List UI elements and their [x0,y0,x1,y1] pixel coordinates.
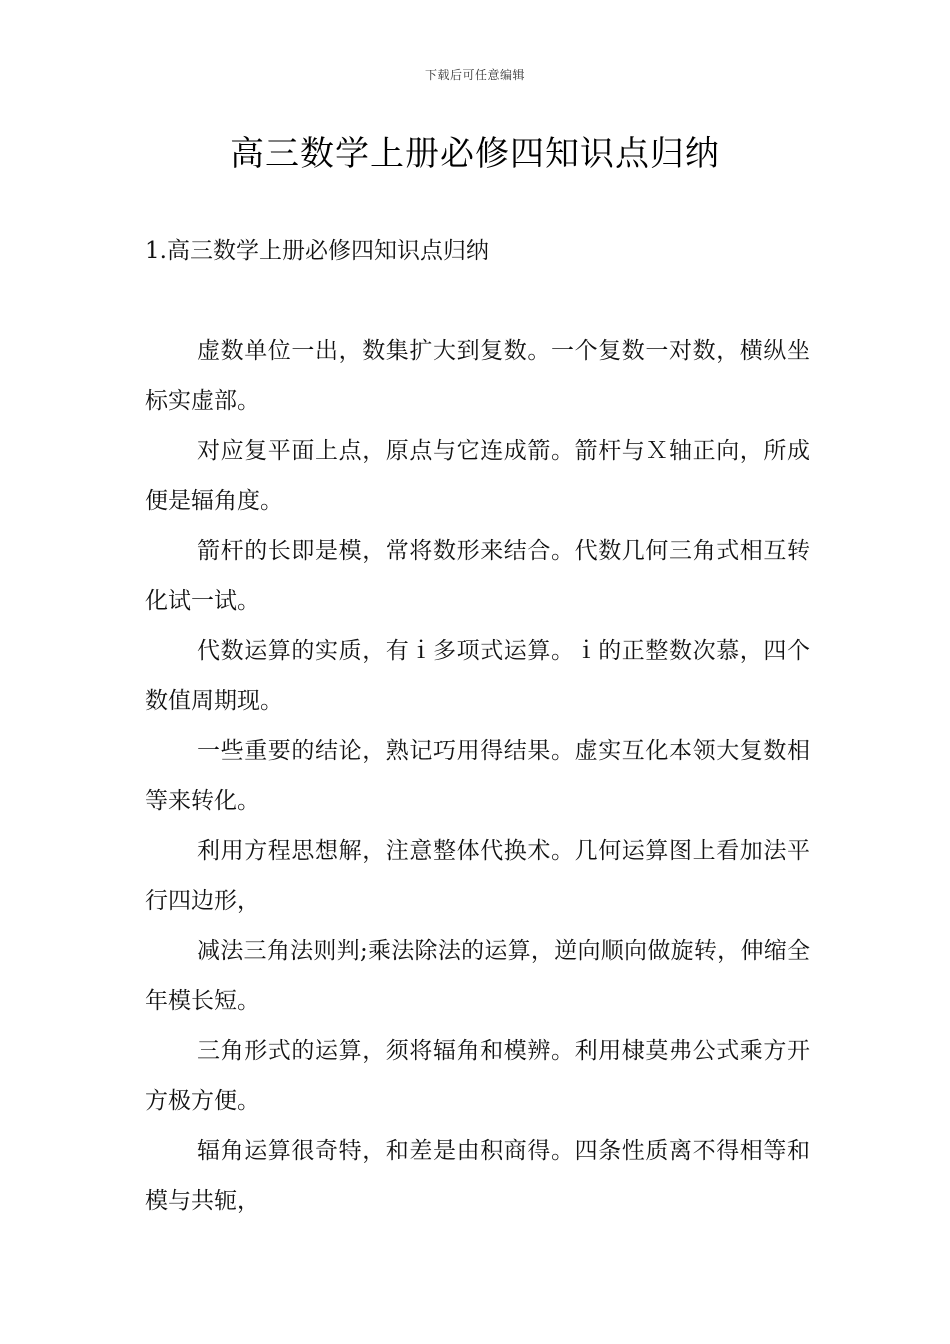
header-note: 下载后可任意编辑 [424,68,525,82]
paragraph: 辐角运算很奇特，和差是由积商得。四条性质离不得相等和模与共轭， [145,1138,810,1214]
document-title: 高三数学上册必修四知识点归纳 [230,134,720,174]
paragraph: 对应复平面上点，原点与它连成箭。箭杆与Ｘ轴正向，所成便是辐角度。 [145,438,810,514]
paragraph: 一些重要的结论，熟记巧用得结果。虚实互化本领大复数相等来转化。 [145,738,810,814]
body-text [145,326,810,1226]
section-heading: 1.高三数学上册必修四知识点归纳 [145,238,489,264]
paragraph: 利用方程思想解，注意整体代换术。几何运算图上看加法平行四边形， [145,838,810,914]
paragraph: 减法三角法则判;乘法除法的运算，逆向顺向做旋转，伸缩全年模长短。 [145,938,810,1014]
paragraph: 三角形式的运算，须将辐角和模辨。利用棣莫弗公式乘方开方极方便。 [145,1038,810,1114]
paragraph: 虚数单位一出，数集扩大到复数。一个复数一对数，横纵坐标实虚部。 [145,338,810,414]
paragraph: 箭杆的长即是模，常将数形来结合。代数几何三角式相互转化试一试。 [145,538,810,614]
paragraph: 代数运算的实质，有ｉ多项式运算。ｉ的正整数次慕，四个数值周期现。 [145,638,810,714]
